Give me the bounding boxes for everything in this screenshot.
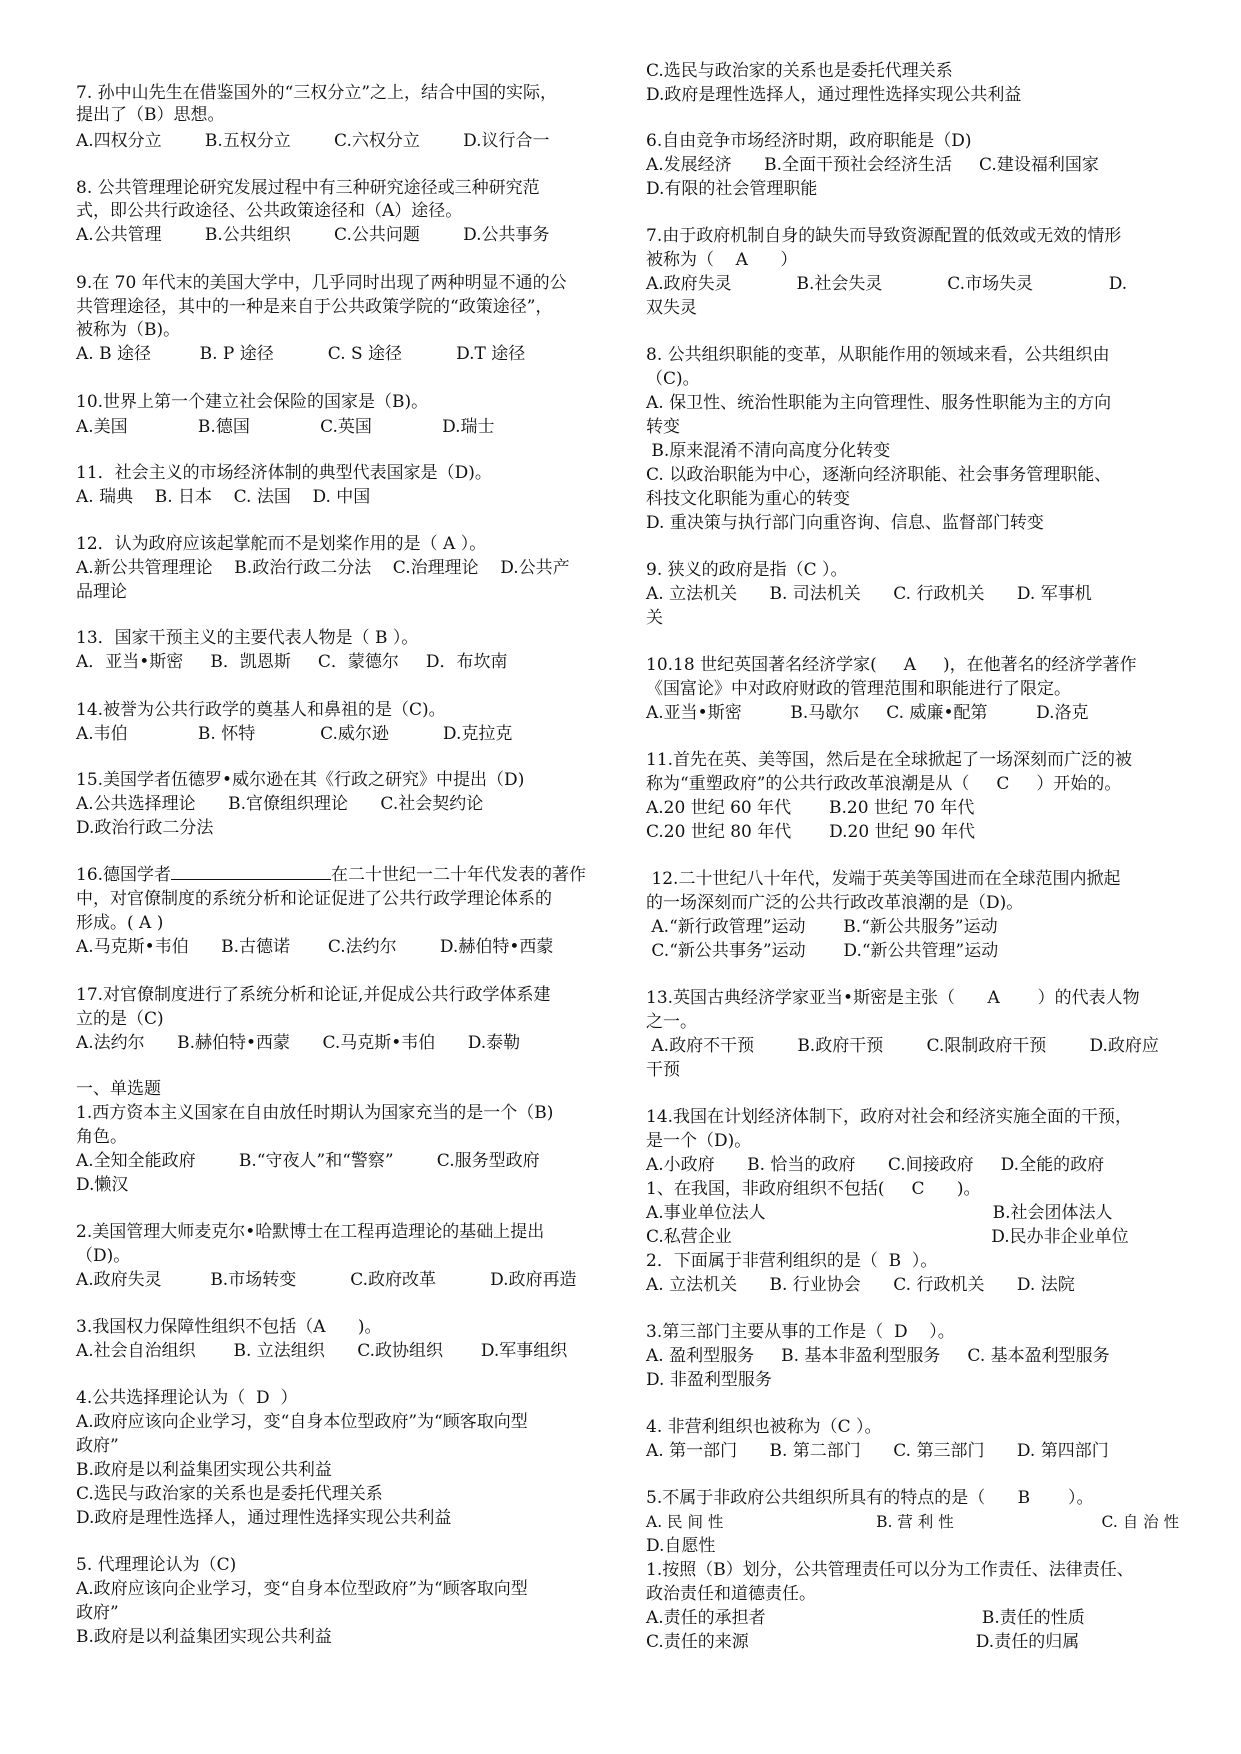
text-line <box>76 1126 127 1148</box>
line-text: 12．认为政府应该起掌舵而不是划桨作用的是（ A ）。 <box>76 534 487 554</box>
text-line <box>646 1011 697 1033</box>
text-line <box>76 82 557 104</box>
text-line <box>76 1102 553 1124</box>
line-text: A.公共选择理论 B.官僚组织理论 C.社会契约论 <box>76 794 484 814</box>
text-line <box>76 1411 528 1433</box>
text-line <box>76 343 525 365</box>
line-text: D.政府是理性选择人，通过理性选择实现公共利益 <box>646 85 1022 105</box>
text-line <box>646 178 817 200</box>
line-text: A.政府应该向企业学习，变“自身本位型政府”为“顾客取向型 <box>76 1412 528 1432</box>
line-text: 11.首先在英、美等国，然后是在全球掀起了一场深刻而广泛的被 <box>646 750 1133 770</box>
text-line <box>76 581 127 603</box>
line-text: A.20 世纪 60 年代 B.20 世纪 70 年代 <box>646 798 975 818</box>
line-text: A.政府应该向企业学习，变“自身本位型政府”为“顾客取向型 <box>76 1579 528 1599</box>
text-line <box>76 1554 236 1576</box>
line-text: 共管理途径，其中的一种是来自于公共政策学院的“政策途径”， <box>76 297 553 317</box>
line-text: D. 重决策与执行部门向重咨询、信息、监督部门转变 <box>646 513 1044 533</box>
text-line <box>76 272 567 294</box>
text-line <box>646 154 1099 176</box>
line-text: （C)。 <box>646 369 700 389</box>
line-text: 称为“重塑政府”的公共行政改革浪潮是从（ C ）开始的。 <box>646 774 1122 794</box>
line-text: 干预 <box>646 1060 680 1080</box>
line-text: A.新公共管理理论 B.政治行政二分法 C.治理理论 D.公共产 <box>76 558 570 578</box>
text-line <box>646 1369 772 1391</box>
text-line <box>646 416 680 438</box>
text-line <box>646 1035 1159 1057</box>
line-text: 8. 公共组织职能的变革，从职能作用的领域来看，公共组织由 <box>646 345 1110 365</box>
text-line <box>646 440 890 462</box>
line-text: A.政府失灵 B.社会失灵 C.市场失灵 D. <box>646 274 1128 294</box>
text-line <box>646 749 1132 771</box>
text-line <box>76 1340 567 1362</box>
line-text: A.责任的承担者 B.责任的性质 <box>646 1608 1085 1628</box>
line-text: 式，即公共行政途径、公共政策途径和（A）途径。 <box>76 201 463 221</box>
text-line <box>76 104 225 126</box>
line-text: 之一。 <box>646 1012 697 1032</box>
left-column <box>76 0 606 1754</box>
line-text: C.私营企业 D.民办非企业单位 <box>646 1227 1129 1247</box>
line-text: A.美国 B.德国 C.英国 D.瑞士 <box>76 417 495 437</box>
line-text: 2.美国管理大师麦克尔•哈默博士在工程再造理论的基础上提出 <box>76 1222 545 1242</box>
line-text: A.全知全能政府 B.“守夜人”和“警察” C.服务型政府 <box>76 1151 540 1171</box>
text-line <box>76 1078 161 1100</box>
line-text: 政府” <box>76 1603 119 1623</box>
line-text: A.亚当•斯密 B.马歇尔 C. 威廉•配第 D.洛克 <box>646 703 1089 723</box>
text-line <box>76 793 483 815</box>
text-line <box>646 1583 816 1605</box>
line-text: A.发展经济 B.全面干预社会经济生活 C.建设福利国家 <box>646 155 1099 175</box>
text-line <box>76 1150 540 1172</box>
line-text: 9. 狭义的政府是指（C ）。 <box>646 560 848 580</box>
line-text: A.社会自治组织 B. 立法组织 C.政协组织 D.军事组织 <box>76 1341 568 1361</box>
line-text: 14.被誉为公共行政学的奠基人和鼻祖的是（C)。 <box>76 700 446 720</box>
text-line <box>76 769 524 791</box>
text-line <box>76 462 492 484</box>
text-line <box>76 1316 382 1338</box>
line-text: 6.自由竞争市场经济时期，政府职能是（D) <box>646 131 972 151</box>
text-line <box>76 1483 383 1505</box>
line-text: D.懒汉 <box>76 1175 129 1195</box>
text-line <box>646 1274 1075 1296</box>
text-line <box>76 1459 332 1481</box>
text-line <box>76 1032 520 1054</box>
line-text: A.政府不干预 B.政府干预 C.限制政府干预 D.政府应 <box>646 1036 1159 1056</box>
line-text-after-blank: 在二十世纪一二十年代发表的著作 <box>331 865 587 885</box>
line-text: B.原来混淆不清向高度分化转变 <box>646 441 891 461</box>
text-line <box>76 1507 451 1529</box>
line-text: C.“新公共事务”运动 D.“新公共管理”运动 <box>646 941 999 961</box>
line-text: A.韦伯 B. 怀特 C.威尔逊 D.克拉克 <box>76 724 513 744</box>
line-text: A.事业单位法人 B.社会团体法人 <box>646 1203 1113 1223</box>
line-text: 提出了（B）思想。 <box>76 105 225 125</box>
text-line <box>646 1178 981 1200</box>
line-text: D.自愿性 <box>646 1536 716 1556</box>
line-text: 4. 非营利组织也被称为（C ）。 <box>646 1417 882 1437</box>
text-line <box>646 940 998 962</box>
line-text: A.四权分立 B.五权分立 C.六权分立 D.议行合一 <box>76 131 550 151</box>
text-line <box>646 297 697 319</box>
text-line <box>646 344 1110 366</box>
line-text: C.责任的来源 D.责任的归属 <box>646 1632 1080 1652</box>
line-text: 9.在 70 年代末的美国大学中，几乎同时出现了两种明显不通的公 <box>76 273 567 293</box>
line-text: 1、在我国，非政府组织不包括( C )。 <box>646 1179 981 1199</box>
line-text: 13.英国古典经济学家亚当•斯密是主张（ A ）的代表人物 <box>646 988 1140 1008</box>
text-line <box>646 821 975 843</box>
line-text: 一、单选题 <box>76 1079 161 1099</box>
line-text: 立的是（C) <box>76 1009 164 1029</box>
text-line <box>76 627 418 649</box>
line-text: 转变 <box>646 417 680 437</box>
text-line <box>76 391 428 413</box>
text-line <box>76 1245 130 1267</box>
text-line <box>76 200 462 222</box>
line-text: 17.对官僚制度进行了系统分析和论证,并促成公共行政学体系建 <box>76 985 551 1005</box>
line-text: 政治责任和道德责任。 <box>646 1584 816 1604</box>
text-line <box>646 868 1120 890</box>
right-column <box>646 0 1180 1754</box>
text-line <box>76 486 370 508</box>
line-text: A. 保卫性、统治性职能为主向管理性、服务性职能为主的方向 <box>646 393 1112 413</box>
line-text: 5.不属于非政府公共组织所具有的特点的是（ B ）。 <box>646 1488 1094 1508</box>
line-text: A.政府失灵 B.市场转变 C.政府改革 D.政府再造 <box>76 1270 577 1290</box>
line-text: 7. 孙中山先生在借鉴国外的“三权分立”之上，结合中国的实际， <box>76 83 558 103</box>
text-line <box>76 723 512 745</box>
line-text: 10.18 世纪英国著名经济学家( A )，在他著名的经济学著作 <box>646 655 1137 675</box>
text-line <box>646 1511 1179 1533</box>
text-line <box>76 936 553 958</box>
text-line <box>646 654 1137 676</box>
line-text: 是一个（D)。 <box>646 1131 752 1151</box>
text-line <box>76 984 550 1006</box>
line-text: A．亚当•斯密 B．凯恩斯 C．蒙德尔 D．布坎南 <box>76 652 508 672</box>
text-line <box>646 583 1092 605</box>
line-text: 被称为（B)。 <box>76 320 181 340</box>
line-text: 1.按照（B）划分，公共管理责任可以分为工作责任、法律责任、 <box>646 1560 1134 1580</box>
text-line <box>646 773 1121 795</box>
text-line <box>76 1174 128 1196</box>
text-line <box>646 1154 1104 1176</box>
text-line <box>646 1535 715 1557</box>
text-line <box>646 512 1044 534</box>
line-text: 3.第三部门主要从事的工作是（ D ）。 <box>646 1322 955 1342</box>
line-text: 1.西方资本主义国家在自由放任时期认为国家充当的是一个（B) <box>76 1103 554 1123</box>
line-text: 2．下面属于非营利组织的是（ B ）。 <box>646 1251 938 1271</box>
line-text: B.政府是以利益集团实现公共利益 <box>76 1460 332 1480</box>
text-line <box>76 1387 297 1409</box>
line-text: 7.由于政府机制自身的缺失而导致资源配置的低效或无效的情形 <box>646 226 1122 246</box>
text-line <box>646 1345 1110 1367</box>
text-line <box>76 817 213 839</box>
line-text: A. 盈利型服务 B. 基本非盈利型服务 C. 基本盈利型服务 <box>646 1346 1110 1366</box>
text-line <box>646 1559 1134 1581</box>
line-text: 科技文化职能为重心的转变 <box>646 489 850 509</box>
line-text: B.政府是以利益集团实现公共利益 <box>76 1627 332 1647</box>
line-text: 的一场深刻而广泛的公共行政改革浪潮的是（D)。 <box>646 893 1024 913</box>
text-line <box>76 1221 544 1243</box>
line-text: A. 民 间 性 B. 营 利 性 C. 自 治 性 <box>646 1513 1180 1531</box>
fill-in-blank <box>171 865 331 880</box>
line-text: 8. 公共管理理论研究发展过程中有三种研究途径或三种研究范 <box>76 178 540 198</box>
text-line <box>646 1487 1093 1509</box>
text-line <box>76 699 446 721</box>
text-line <box>646 1202 1113 1224</box>
text-line <box>646 1321 955 1343</box>
text-line <box>646 464 1111 486</box>
line-text: 14.我国在计划经济体制下，政府对社会和经济实施全面的干预， <box>646 1107 1133 1127</box>
line-text: C. 以政治职能为中心，逐渐向经济职能、社会事务管理职能、 <box>646 465 1112 485</box>
line-text: D.有限的社会管理职能 <box>646 179 818 199</box>
text-line <box>646 916 998 938</box>
text-line <box>646 1440 1109 1462</box>
line-text: 品理论 <box>76 582 127 602</box>
line-text: 政府” <box>76 1436 119 1456</box>
text-line <box>76 1435 119 1457</box>
line-text: A.公共管理 B.公共组织 C.公共问题 D.公共事务 <box>76 225 550 245</box>
text-line <box>76 1602 119 1624</box>
text-line <box>646 84 1021 106</box>
line-text: 13．国家干预主义的主要代表人物是（ B ）。 <box>76 628 419 648</box>
text-line <box>76 1578 528 1600</box>
text-line <box>76 888 552 910</box>
line-text: 12.二十世纪八十年代，发端于英美等国进而在全球范围内掀起 <box>646 869 1121 889</box>
text-line <box>646 1059 680 1081</box>
line-text: A.“新行政管理”运动 B.“新公共服务”运动 <box>646 917 998 937</box>
text-line <box>76 416 495 438</box>
text-line <box>646 1607 1085 1629</box>
line-text: C.20 世纪 80 年代 D.20 世纪 90 年代 <box>646 822 976 842</box>
line-text: 形成。( A ) <box>76 913 164 933</box>
line-text: D. 非盈利型服务 <box>646 1370 772 1390</box>
text-line <box>646 392 1111 414</box>
text-line <box>76 130 550 152</box>
text-line <box>76 864 586 886</box>
line-text: 关 <box>646 608 663 628</box>
text-line <box>76 319 180 341</box>
text-line <box>646 607 663 629</box>
line-text: C.选民与政治家的关系也是委托代理关系 <box>76 1484 383 1504</box>
text-line <box>76 533 486 555</box>
text-line <box>646 892 1023 914</box>
text-line <box>646 1106 1132 1128</box>
text-line <box>76 1269 577 1291</box>
line-text: 3.我国权力保障性组织不包括（A )。 <box>76 1317 382 1337</box>
text-line <box>646 368 700 390</box>
text-line <box>646 797 974 819</box>
text-line <box>646 1416 882 1438</box>
text-line <box>646 987 1140 1009</box>
line-text: D.政治行政二分法 <box>76 818 214 838</box>
text-line <box>646 678 1071 700</box>
text-line <box>646 559 848 581</box>
line-text: 4.公共选择理论认为（ D ） <box>76 1388 298 1408</box>
line-text: A.法约尔 B.赫伯特•西蒙 C.马克斯•韦伯 D.泰勒 <box>76 1033 521 1053</box>
line-text: 角色。 <box>76 1127 127 1147</box>
text-line <box>76 557 570 579</box>
line-text: 5. 代理理论认为（C) <box>76 1555 237 1575</box>
text-line <box>646 273 1127 295</box>
text-line <box>646 225 1121 247</box>
text-line <box>76 1008 164 1030</box>
line-text: A.马克斯•韦伯 B.古德诺 C.法约尔 D.赫伯特•西蒙 <box>76 937 554 957</box>
text-line <box>76 1626 332 1648</box>
line-text: 11．社会主义的市场经济体制的典型代表国家是（D)。 <box>76 463 492 483</box>
text-line <box>646 1250 937 1272</box>
line-text: A. B 途径 B. P 途径 C. S 途径 D.T 途径 <box>76 344 526 364</box>
line-text: A. 瑞典 B. 日本 C. 法国 D. 中国 <box>76 487 371 507</box>
text-line <box>76 296 552 318</box>
text-line <box>646 1631 1079 1653</box>
line-text: 被称为（ A ） <box>646 250 798 270</box>
line-text: 《国富论》中对政府财政的管理范围和职能进行了限定。 <box>646 679 1071 699</box>
line-text: D.政府是理性选择人，通过理性选择实现公共利益 <box>76 1508 452 1528</box>
text-line <box>646 130 971 152</box>
line-text: 15.美国学者伍德罗•威尔逊在其《行政之研究》中提出（D) <box>76 770 525 790</box>
line-text: A.小政府 B. 恰当的政府 C.间接政府 D.全能的政府 <box>646 1155 1105 1175</box>
line-text: A. 第一部门 B. 第二部门 C. 第三部门 D. 第四部门 <box>646 1441 1109 1461</box>
text-line <box>646 60 953 82</box>
text-line <box>646 702 1089 724</box>
line-text: C.选民与政治家的关系也是委托代理关系 <box>646 61 953 81</box>
text-line <box>646 488 850 510</box>
text-line <box>646 1226 1129 1248</box>
text-line <box>76 912 163 934</box>
line-text: 10.世界上第一个建立社会保险的国家是（B)。 <box>76 392 429 412</box>
text-line <box>76 177 540 199</box>
text-line <box>646 249 797 271</box>
text-line <box>646 1130 751 1152</box>
line-text: 16.德国学者 <box>76 865 172 885</box>
line-text: （D)。 <box>76 1246 131 1266</box>
line-text: 中，对官僚制度的系统分析和论证促进了公共行政学理论体系的 <box>76 889 552 909</box>
text-line <box>76 224 550 246</box>
line-text: A. 立法机关 B. 行业协会 C. 行政机关 D. 法院 <box>646 1275 1075 1295</box>
line-text: A. 立法机关 B. 司法机关 C. 行政机关 D. 军事机 <box>646 584 1092 604</box>
text-line <box>76 651 508 673</box>
line-text: 双失灵 <box>646 298 697 318</box>
